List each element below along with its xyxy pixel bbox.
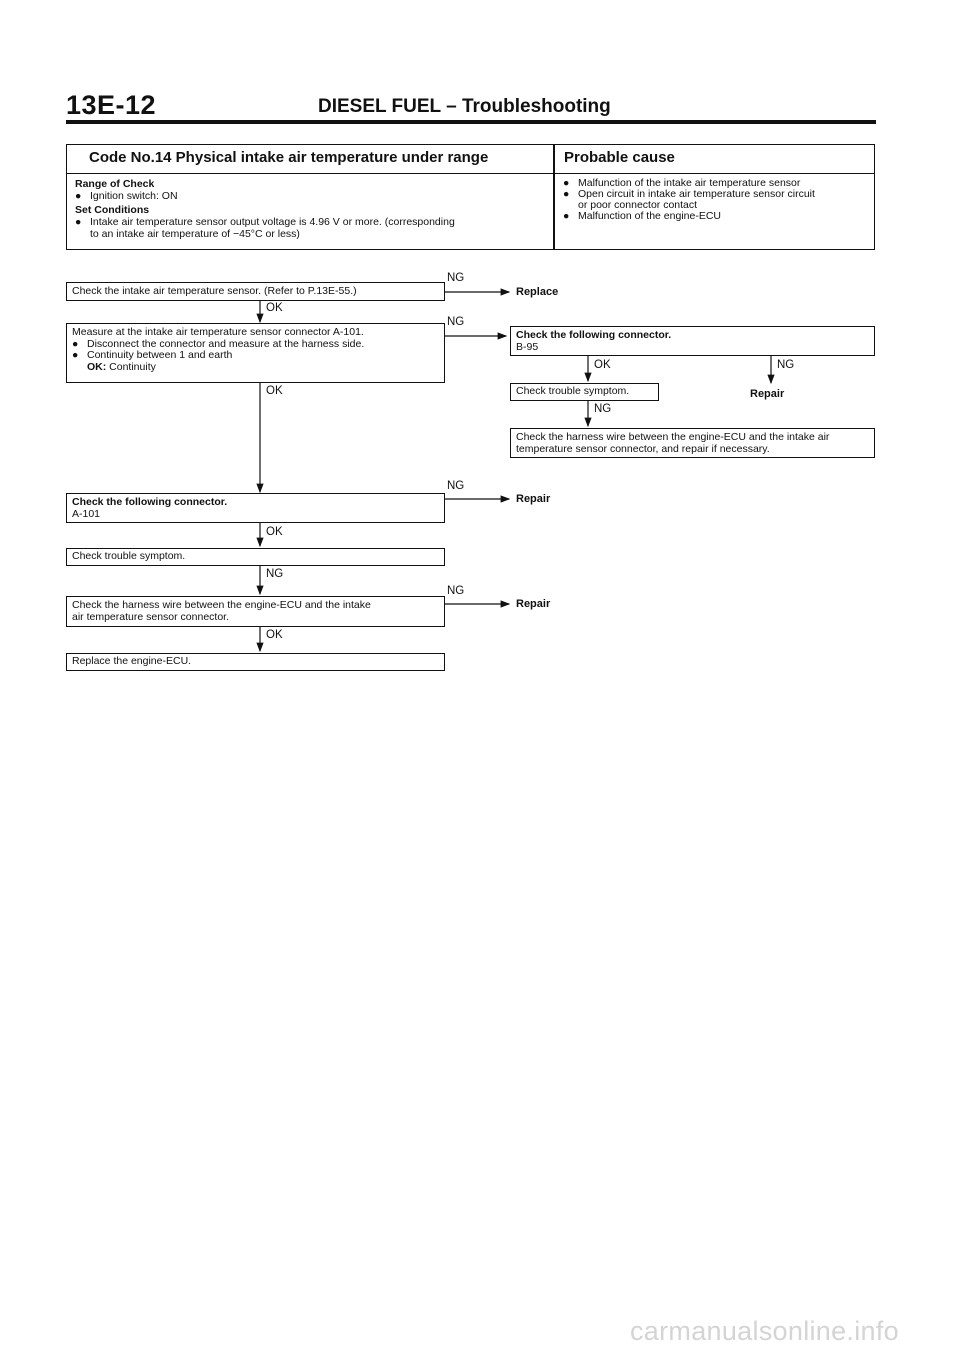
step-check-connector-a101: Check the following connector. A-101 (66, 493, 445, 523)
cause-item-cont: or poor connector contact (578, 199, 698, 211)
step-measure-connector (66, 323, 445, 383)
bullet-icon: ● (72, 337, 79, 350)
step-check-sensor: Check the intake air temperature sensor. (Refer to P.13E-55.) (66, 282, 445, 301)
cause-item: ● Open circuit in intake air temperature sensor circuit (563, 188, 815, 200)
result-replace: Replace (516, 286, 559, 298)
range-item: ● Ignition switch: ON (75, 190, 178, 202)
step-check-connector-b95: Check the following connector. B-95 (510, 326, 875, 356)
page-title: DIESEL FUEL – Troubleshooting (318, 96, 611, 117)
set-condition-item: ● Intake air temperature sensor output voltage is 4.96 V or more. (corresponding (75, 216, 455, 228)
ng-label: NG (447, 316, 465, 328)
ng-label: NG (447, 585, 465, 597)
probable-cause-heading: Probable cause (564, 149, 675, 166)
step-replace-ecu: Replace the engine-ECU. (66, 653, 445, 671)
ok-label: OK (266, 629, 283, 641)
page-code: 13E-12 (66, 90, 157, 120)
ok-criteria: OK: Continuity (87, 360, 156, 373)
range-of-check-label: Range of Check (75, 178, 155, 190)
ok-label: OK (594, 359, 611, 371)
ok-label: OK (266, 385, 283, 397)
bullet-icon: ● (72, 349, 79, 361)
bullet-icon: ● (563, 188, 570, 200)
step-branch-check-harness: Check the harness wire between the engine-ECU and the intake air temperature sensor connector, and repair if necessary. (510, 428, 875, 458)
result-repair: Repair (516, 493, 551, 505)
bullet-icon: ● (75, 190, 82, 202)
step-branch-trouble-symptom: Check trouble symptom. (510, 383, 659, 401)
bullet-icon: ● (563, 210, 570, 222)
cause-item: ● Malfunction of the engine-ECU (563, 210, 721, 222)
step-check-trouble-symptom: Check trouble symptom. (66, 548, 445, 566)
bullet-icon: ● (75, 216, 82, 228)
code-heading: Code No.14 Physical intake air temperature under range (89, 149, 489, 166)
ok-label: OK (266, 302, 283, 314)
measure-item: ● Continuity between 1 and earth (72, 349, 233, 361)
measure-instruction: Measure at the intake air temperature sensor connector A-101. (72, 326, 364, 338)
ng-label: NG (447, 272, 465, 284)
set-conditions-label: Set Conditions (75, 204, 150, 216)
set-condition-item-cont: to an intake air temperature of −45°C or less) (90, 228, 300, 240)
result-repair: Repair (750, 388, 785, 400)
ng-label: NG (447, 480, 465, 492)
result-repair: Repair (516, 598, 551, 610)
ok-label: OK (266, 526, 283, 538)
cause-item: ● Malfunction of the intake air temperature sensor (563, 177, 801, 189)
step-check-harness: Check the harness wire between the engine-ECU and the intake air temperature sensor connector. (66, 596, 445, 627)
ng-label: NG (594, 403, 612, 415)
bullet-icon: ● (563, 177, 570, 189)
site-watermark: carmanualsonline.info (630, 1316, 899, 1346)
ng-label: NG (266, 568, 284, 580)
ng-label: NG (777, 359, 795, 371)
measure-item: ● Disconnect the connector and measure at the harness side. (72, 337, 365, 350)
